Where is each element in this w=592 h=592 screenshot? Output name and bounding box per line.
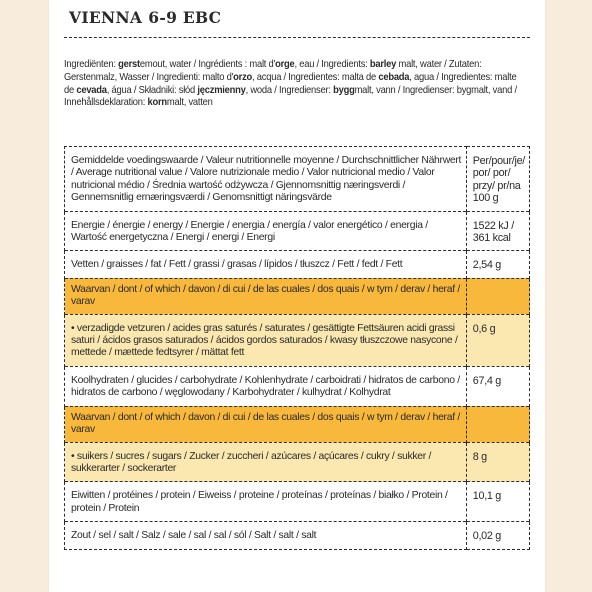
nutrient-row [65, 211, 530, 251]
product-name: VIENNA [69, 8, 143, 27]
ingredient-fragment: , eau / Ingredients: [294, 59, 370, 70]
allergen-text: korn [147, 97, 167, 109]
nutrient-value: Per/pour/je/ por/ por/ przy/ pr/na 100 g [466, 147, 529, 212]
sub-nutrient-row [65, 314, 530, 366]
nutrient-value [466, 278, 529, 314]
allergen-text: orge [275, 59, 295, 70]
divider [64, 37, 530, 38]
ingredients-text [64, 59, 529, 110]
nutrient-label: Energie / énergie / energy / Energie / energia / energía / valor energético / energia / Wartość energetyczna / Energi / energi / Energi [65, 211, 467, 251]
of-which-row [65, 278, 530, 314]
nutrient-label: Waarvan / dont / of which / davon / di cui / de las cuales / dos quais / w tym / derav / heraf / varav [65, 278, 467, 314]
nutrient-row [65, 522, 530, 549]
ingredient-fragment: , agua / Ingredientes: malte de [64, 71, 517, 96]
nutrient-value: 10,1 g [466, 482, 529, 522]
nutrient-row [65, 251, 530, 278]
nutrient-value: 0,6 g [466, 314, 529, 366]
ingredient-fragment: malt, vatten [166, 97, 213, 109]
nutrient-value: 0,02 g [466, 522, 529, 549]
nutrient-value: 1522 kJ / 361 kcal [466, 211, 529, 251]
allergen-text: cevada [76, 84, 107, 96]
ebc-rating: 6-9 EBC [148, 8, 222, 27]
allergen-text: orzo [233, 71, 253, 83]
nutrient-row [65, 482, 530, 522]
nutrient-label: Gemiddelde voedingswaarde / Valeur nutritionnelle moyenne / Durchschnittlicher Nährwert / Average nutritional value / Valore nutrizionale medio / Valor nutricional medio / Valor nutricional médio / Średnia wartość odżywcza / Gjennomsnittig næringsverdi / Gennemsnitlig ernæringsværdi / Genomsnittigt näringsvärde [65, 147, 467, 212]
nutrient-label: Vetten / graisses / fat / Fett / grassi / grasas / lípidos / tłuszcz / Fett / fedt / Fett [65, 251, 467, 278]
nutrient-label: Zout / sel / salt / Salz / sale / sal / sal / sól / Salt / salt / salt [65, 522, 467, 549]
nutrition-label [49, 0, 545, 592]
ingredient-fragment: , woda / Ingredienser: [245, 84, 334, 96]
nutrient-row [65, 366, 530, 406]
nutrient-row [65, 147, 530, 212]
nutrient-value [466, 406, 529, 442]
allergen-text: barley [369, 59, 397, 70]
allergen-text: bygg [333, 84, 355, 96]
nutrient-value: 8 g [466, 442, 529, 482]
ingredient-fragment: malt, water / Zutaten: Gerstenmalz, Wasser / Ingredienti: malto d' [64, 59, 482, 83]
ingredient-fragment: Ingrediënten: [64, 59, 119, 70]
sub-nutrient-row [65, 442, 530, 482]
nutrient-label: Eiwitten / protéines / protein / Eiweiss / proteine / proteínas / proteínas / białko / Protein / protein / Protein [65, 482, 467, 522]
ingredient-fragment: emout, water / Ingrédients : malt d' [139, 59, 276, 70]
allergen-text: jęczmienny [197, 84, 246, 96]
nutrient-label: Koolhydraten / glucides / carbohydrate / Kohlenhydrate / carboidrati / hidratos de carbono / hidratos de carbono / węglowodany / Karbohydrater / kulhydrat / Kolhydrat [65, 366, 467, 406]
of-which-row [65, 406, 530, 442]
nutrient-value: 67,4 g [466, 366, 529, 406]
ingredient-fragment: , água / Składniki: słód [106, 84, 198, 96]
ingredient-fragment: , acqua / Ingredientes: malta de [252, 71, 379, 83]
nutrient-label: • suikers / sucres / sugars / Zucker / zuccheri / azúcares / açúcares / cukry / sukker / sukkerarter / sockerarter [65, 442, 467, 482]
nutrient-label: Waarvan / dont / of which / davon / di cui / de las cuales / dos quais / w tym / derav / heraf / varav [65, 406, 467, 442]
allergen-text: gerst [118, 59, 140, 70]
nutrient-label: • verzadigde vetzuren / acides gras saturés / saturates / gesättigte Fettsäuren acidi grassi saturi / ácidos grasos saturados / ácidos gordos saturados / kwasy tłuszczowe nasycone / mettede / mættede fedtsyrer / mättat fett [65, 314, 467, 366]
nutrition-table [64, 146, 530, 550]
allergen-text: cebada [378, 71, 410, 83]
product-title [69, 8, 221, 27]
nutrient-value: 2,54 g [466, 251, 529, 278]
ingredient-fragment: malt, vann / Ingredienser: bygmalt, vand / Innehållsdeklaration: [64, 84, 517, 109]
